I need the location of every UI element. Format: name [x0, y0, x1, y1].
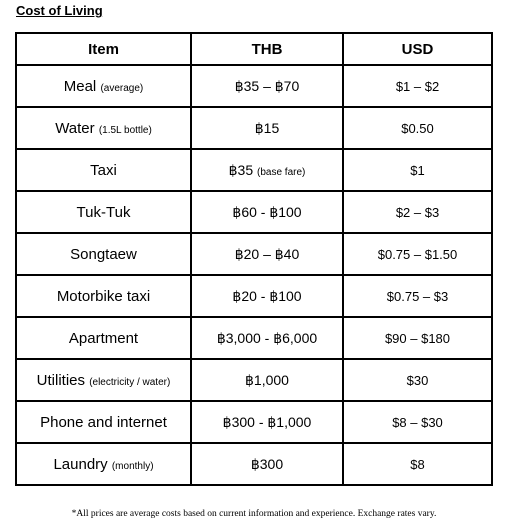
thb-value: ฿1,000	[245, 371, 289, 388]
page-title: Cost of Living	[16, 3, 103, 18]
item-note: (monthly)	[111, 460, 154, 472]
cell-thb	[191, 65, 343, 107]
table-row	[16, 191, 492, 233]
item-name: Utilities	[36, 371, 86, 389]
cell-thb	[191, 359, 343, 401]
column-header-thb: THB	[191, 33, 343, 65]
table-row	[16, 233, 492, 275]
table-row	[16, 317, 492, 359]
item-name: Motorbike taxi	[56, 287, 151, 305]
table-row	[16, 401, 492, 443]
table-row	[16, 149, 492, 191]
thb-value: ฿300	[250, 455, 284, 472]
column-header-item: Item	[16, 33, 191, 65]
table-row	[16, 359, 492, 401]
cell-item	[16, 149, 191, 191]
item-name: Taxi	[90, 161, 117, 179]
cell-usd: $1 – $2	[343, 65, 492, 107]
cell-usd: $0.50	[343, 107, 492, 149]
cell-thb	[191, 317, 343, 359]
thb-value: ฿35 – ฿70	[234, 77, 300, 94]
thb-value: ฿15	[254, 119, 280, 136]
item-note: (electricity / water)	[89, 376, 171, 388]
cell-usd: $30	[343, 359, 492, 401]
item-name: Apartment	[68, 329, 139, 347]
cell-usd: $8 – $30	[343, 401, 492, 443]
table-row	[16, 65, 492, 107]
cell-item	[16, 107, 191, 149]
item-name: Meal	[63, 77, 97, 95]
cell-thb	[191, 107, 343, 149]
cell-thb	[191, 401, 343, 443]
cell-usd: $0.75 – $3	[343, 275, 492, 317]
cell-item	[16, 359, 191, 401]
table-row	[16, 275, 492, 317]
thb-value: ฿20 - ฿100	[232, 287, 302, 304]
item-name: Songtaew	[70, 245, 137, 263]
thb-value: ฿300 - ฿1,000	[222, 413, 312, 430]
item-note: (1.5L bottle)	[98, 124, 152, 136]
cell-thb	[191, 191, 343, 233]
thb-note: (base fare)	[257, 166, 306, 178]
cell-usd: $1	[343, 149, 492, 191]
footnote: *All prices are average costs based on current information and experience. Exchange rates vary.	[71, 509, 437, 519]
cell-item	[16, 191, 191, 233]
cell-item	[16, 65, 191, 107]
cell-usd: $8	[343, 443, 492, 485]
cell-thb	[191, 233, 343, 275]
cell-usd: $0.75 – $1.50	[343, 233, 492, 275]
cell-thb	[191, 275, 343, 317]
item-name: Phone and internet	[40, 413, 167, 431]
item-name: Water	[55, 119, 95, 137]
cell-item	[16, 233, 191, 275]
thb-value: ฿35	[228, 161, 254, 178]
cell-item	[16, 275, 191, 317]
cell-item	[16, 317, 191, 359]
column-header-usd: USD	[343, 33, 492, 65]
table-header-row	[16, 33, 492, 65]
thb-value: ฿60 - ฿100	[232, 203, 302, 220]
thb-value: ฿3,000 - ฿6,000	[216, 329, 318, 346]
cell-usd: $90 – $180	[343, 317, 492, 359]
item-name: Tuk-Tuk	[76, 203, 131, 221]
cell-usd: $2 – $3	[343, 191, 492, 233]
thb-value: ฿20 – ฿40	[234, 245, 300, 262]
item-note: (average)	[100, 82, 144, 94]
cell-item	[16, 443, 191, 485]
table-row	[16, 443, 492, 485]
cost-of-living-table	[15, 32, 493, 486]
cell-thb	[191, 443, 343, 485]
item-name: Laundry	[53, 455, 108, 473]
cell-thb	[191, 149, 343, 191]
cell-item	[16, 401, 191, 443]
table-row	[16, 107, 492, 149]
